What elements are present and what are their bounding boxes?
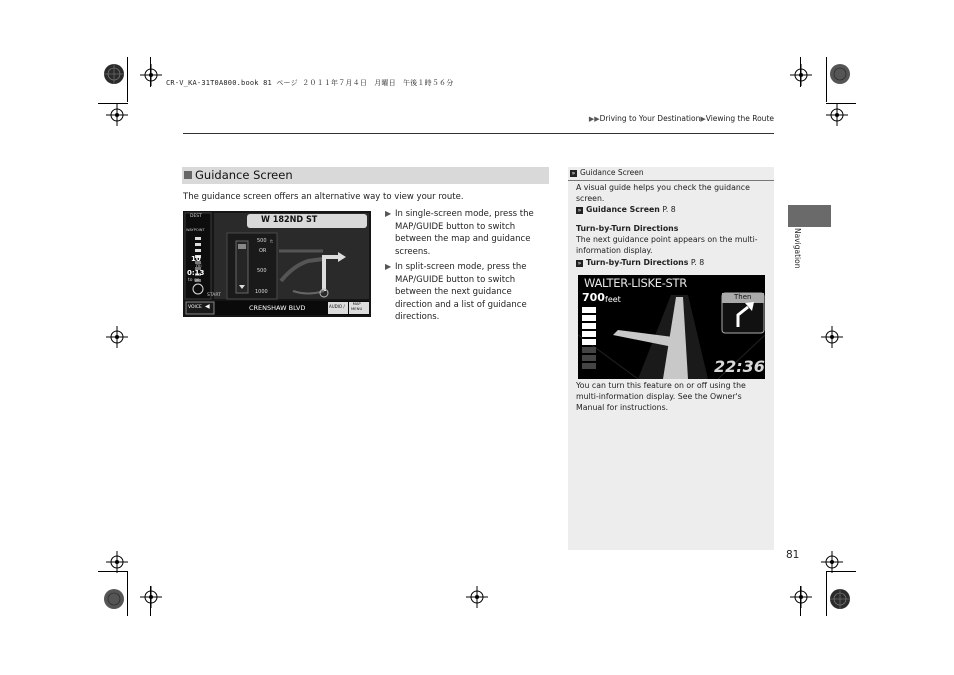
registration-mark-icon bbox=[106, 104, 128, 126]
sidebar-paragraph: A visual guide helps you check the guidance screen. bbox=[576, 183, 750, 203]
waypoint-label: WAYPOINT bbox=[186, 228, 205, 232]
section-title: Guidance Screen bbox=[195, 168, 293, 182]
registration-mark-icon bbox=[821, 551, 843, 573]
bullet-item: ▶ In single-screen mode, press the MAP/GUIDE button to switch between the map and guidance screens. bbox=[385, 209, 534, 257]
registration-mark-icon bbox=[790, 64, 812, 86]
registration-mark-icon bbox=[821, 326, 843, 348]
distance-scale-unit: ft bbox=[270, 239, 273, 244]
color-target-icon bbox=[829, 63, 851, 85]
section-tab bbox=[788, 205, 831, 227]
guidance-street-top: W 182ND ST bbox=[261, 215, 318, 225]
voice-button[interactable]: VOICE bbox=[188, 305, 202, 310]
registration-mark-icon bbox=[466, 586, 488, 608]
bullet-item: ▶ In split-screen mode, press the MAP/GUIDE button to switch between the next guidance direction and a list of guidance directions. bbox=[385, 262, 527, 323]
sidebar-subheading: Turn-by-Turn Directions bbox=[576, 224, 679, 233]
distance-scale-1000: 1000 bbox=[255, 289, 268, 295]
distance-value: 10 bbox=[191, 255, 201, 263]
square-bullet-icon bbox=[184, 171, 192, 179]
map-menu-button[interactable]: MAP MENU bbox=[351, 301, 363, 311]
section-tab-label: Navigation bbox=[793, 228, 802, 269]
multi-information-display-image bbox=[578, 275, 765, 379]
sidebar-rule bbox=[568, 180, 774, 181]
speaker-icon: ◀ bbox=[205, 303, 210, 310]
start-label: START bbox=[207, 293, 221, 298]
color-target-icon bbox=[829, 588, 851, 610]
distance-scale-500-top: 500 bbox=[257, 238, 267, 244]
triangle-right-icon: ▶ bbox=[385, 262, 392, 271]
color-target-icon bbox=[103, 63, 125, 85]
registration-mark-icon bbox=[790, 586, 812, 608]
section-heading bbox=[182, 167, 549, 184]
mid-distance-unit: feet bbox=[605, 295, 621, 304]
distance-unit: mi bbox=[196, 264, 202, 269]
dest-label: DEST bbox=[190, 214, 202, 219]
mid-distance: 700 bbox=[582, 291, 605, 304]
sidebar-header: » Guidance Screen bbox=[571, 168, 644, 177]
sidebar-reference[interactable]: » Turn-by-Turn Directions P. 8 bbox=[577, 258, 705, 267]
cross-reference-icon: » bbox=[577, 207, 582, 214]
registration-mark-icon bbox=[826, 104, 848, 126]
print-header: CR-V_KA-31T0A800.book 81 ページ ２０１１年７月４日 月曜日 午後１時５６分 bbox=[166, 79, 454, 87]
breadcrumb bbox=[589, 114, 774, 123]
registration-mark-icon bbox=[106, 551, 128, 573]
sidebar-paragraph: The next guidance point appears on the multi-information display. bbox=[576, 235, 758, 255]
registration-mark-icon bbox=[140, 64, 162, 86]
time-value: 0:13 bbox=[187, 269, 205, 277]
breadcrumb-item[interactable]: Viewing the Route bbox=[705, 114, 774, 123]
cross-reference-icon: » bbox=[577, 260, 582, 267]
distance-scale-500: 500 bbox=[257, 268, 267, 274]
page-number: 81 bbox=[786, 549, 800, 561]
mid-clock: 22:36 bbox=[714, 357, 765, 376]
header-rule bbox=[183, 133, 774, 134]
cross-reference-icon: » bbox=[571, 170, 576, 177]
registration-mark-icon bbox=[140, 586, 162, 608]
registration-mark-icon bbox=[106, 326, 128, 348]
mid-street-name: WALTER-LISKE-STR bbox=[584, 276, 687, 290]
audio-button[interactable]: AUDIO / bbox=[329, 304, 345, 309]
triangle-right-icon: ▶ bbox=[385, 209, 392, 218]
intro-paragraph: The guidance screen offers an alternative way to view your route. bbox=[183, 192, 464, 202]
guidance-screen-image bbox=[183, 211, 371, 317]
triangle-right-icon: ▶▶ bbox=[588, 115, 600, 123]
triangle-right-icon: ▶ bbox=[700, 115, 706, 123]
distance-scale-or: OR bbox=[259, 248, 267, 254]
time-label: to go bbox=[188, 278, 200, 283]
sidebar-paragraph: You can turn this feature on or off using the multi-information display. See the Owner's Manual for instructions. bbox=[576, 381, 746, 412]
mid-then-label: Then bbox=[734, 293, 752, 301]
sidebar-reference[interactable]: » Guidance Screen P. 8 bbox=[577, 205, 676, 214]
breadcrumb-item[interactable]: Driving to Your Destination bbox=[599, 114, 701, 123]
color-target-icon bbox=[103, 588, 125, 610]
guidance-street-bottom: CRENSHAW BLVD bbox=[249, 304, 306, 312]
